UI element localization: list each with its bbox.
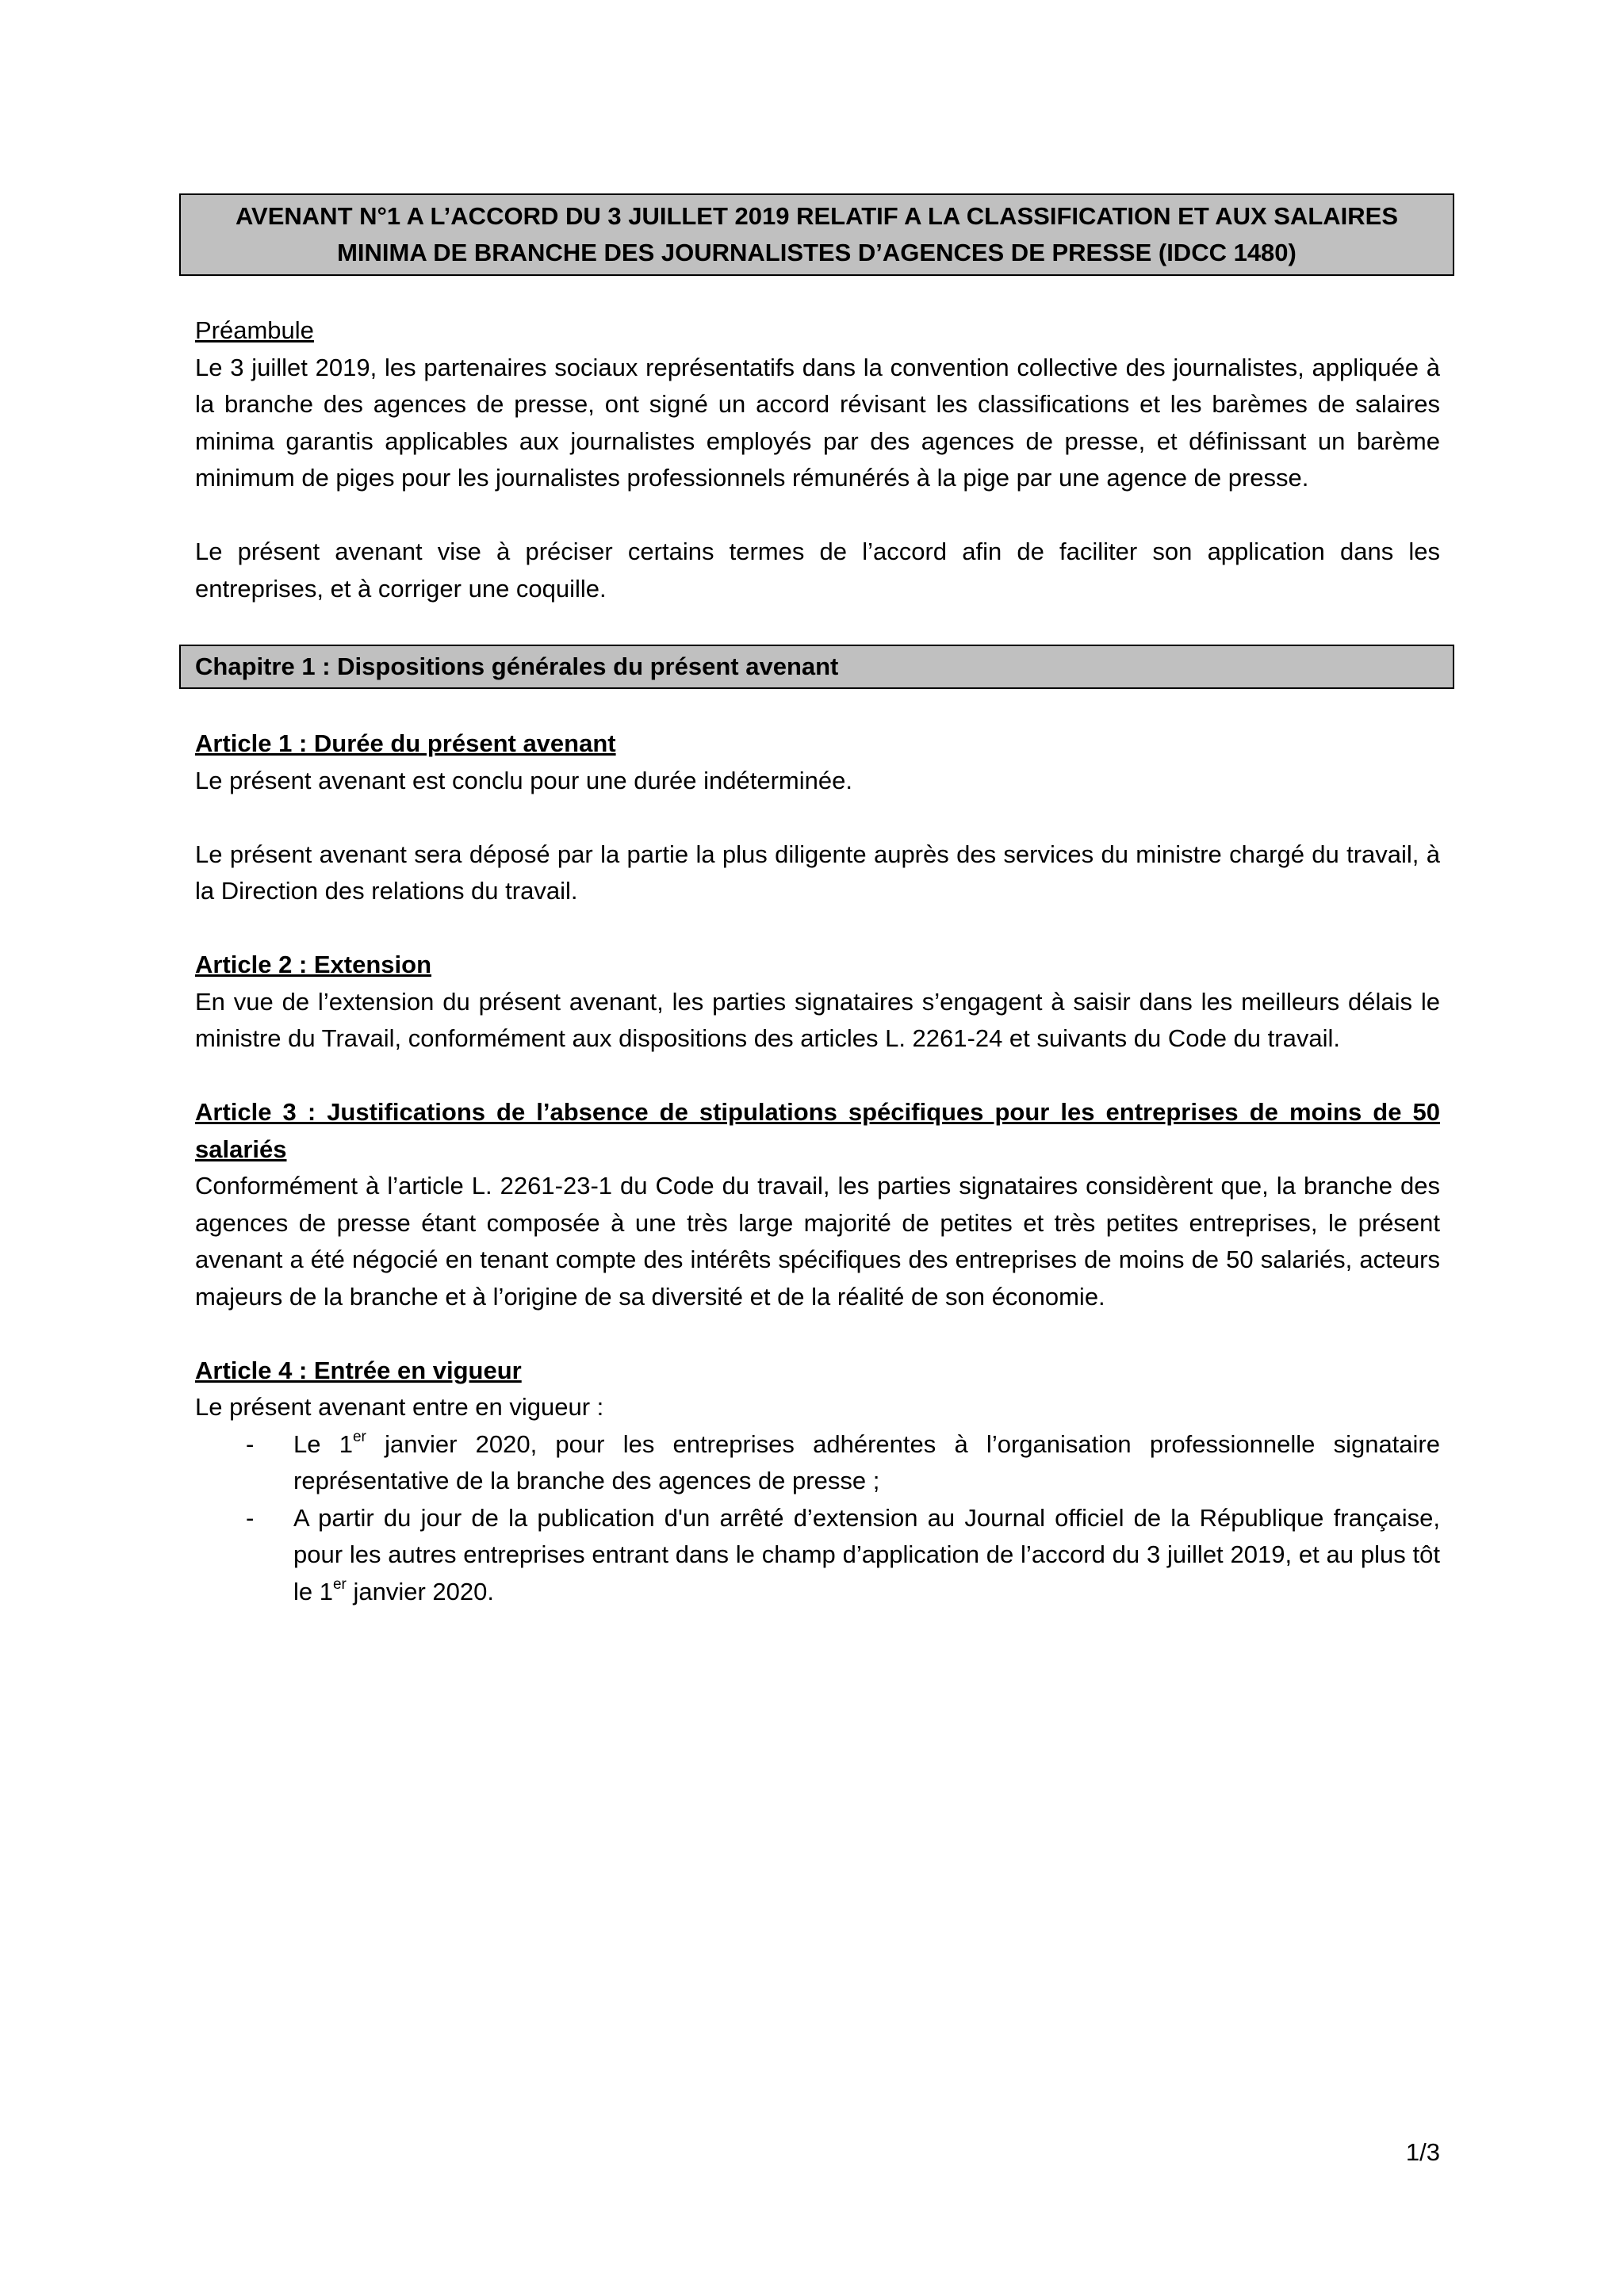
chapter-1-heading: Chapitre 1 : Dispositions générales du présent avenant	[179, 645, 1454, 689]
document-title-box	[179, 193, 1454, 276]
page-number: 1/3	[1405, 2138, 1440, 2166]
preambule-paragraph-1: Le 3 juillet 2019, les partenaires sociaux représentatifs dans la convention collective des journalistes, appliquée à la branche des agences de presse, ont signé un accord révisant les classifications et les barèmes de salaires minima garantis applicables aux journalistes employés par des agences de presse, et définissant un barème minimum de piges pour les journalistes professionnels rémunérés à la pige par une agence de presse.	[195, 353, 1440, 492]
document-title-line-2: MINIMA DE BRANCHE DES JOURNALISTES D’AGENCES DE PRESSE (IDCC 1480)	[337, 239, 1297, 266]
list-item-text: Le 1	[293, 1429, 353, 1458]
article-4-list	[195, 1426, 1440, 1611]
ordinal-superscript: er	[352, 1428, 366, 1445]
article-2-paragraph-1: En vue de l’extension du présent avenant, les parties signataires s’engagent à saisir dans les meilleurs délais le ministre du Travail, conformément aux dispositions des articles L. 2261-24 et suivants du Code du travail.	[195, 987, 1440, 1052]
article-1-paragraph-1: Le présent avenant est conclu pour une durée indéterminée.	[195, 766, 852, 794]
list-dash: -	[246, 1503, 255, 1532]
article-4-intro: Le présent avenant entre en vigueur :	[195, 1393, 604, 1421]
article-1-paragraph-2: Le présent avenant sera déposé par la partie la plus diligente auprès des services du ministre chargé du travail, à la Direction des relations du travail.	[195, 840, 1440, 905]
list-item	[195, 1426, 1440, 1500]
article-3-heading: Article 3 : Justifications de l’absence de stipulations spécifiques pour les entreprises de moins de 50 salariés	[195, 1098, 1440, 1163]
preambule-paragraph-2: Le présent avenant vise à préciser certains termes de l’accord afin de faciliter son application dans les entreprises, et à corriger une coquille.	[195, 538, 1440, 603]
list-item-text: janvier 2020, pour les entreprises adhérentes à l’organisation professionnelle signataire représentative de la branche des agences de presse ;	[293, 1429, 1440, 1494]
list-item	[195, 1500, 1440, 1611]
article-2-heading: Article 2 : Extension	[195, 951, 432, 978]
list-dash: -	[246, 1429, 255, 1458]
document-title-line-1: AVENANT N°1 A L’ACCORD DU 3 JUILLET 2019 RELATIF A LA CLASSIFICATION ET AUX SALAIRES	[235, 202, 1399, 230]
article-1-heading: Article 1 : Durée du présent avenant	[195, 729, 616, 757]
document-body	[195, 312, 1440, 1610]
preambule-heading: Préambule	[195, 316, 314, 344]
article-3-paragraph-1: Conformément à l’article L. 2261-23-1 du Code du travail, les parties signataires considèrent que, la branche des agences de presse étant composée à une très large majorité de petites et très petites entreprises, le présent avenant a été négocié en tenant compte des intérêts spécifiques des entreprises de moins de 50 salariés, acteurs majeurs de la branche et à l’origine de sa diversité et de la réalité de son économie.	[195, 1172, 1440, 1311]
list-item-text: A partir du jour de la publication d'un arrêté d’extension au Journal officiel de la République française, pour les autres entreprises entrant dans le champ d’application de l’accord du 3 juillet 2019, et au plus tôt le 1	[293, 1503, 1440, 1605]
list-item-text: janvier 2020.	[346, 1577, 495, 1605]
article-4-heading: Article 4 : Entrée en vigueur	[195, 1356, 522, 1384]
ordinal-superscript: er	[332, 1575, 347, 1593]
